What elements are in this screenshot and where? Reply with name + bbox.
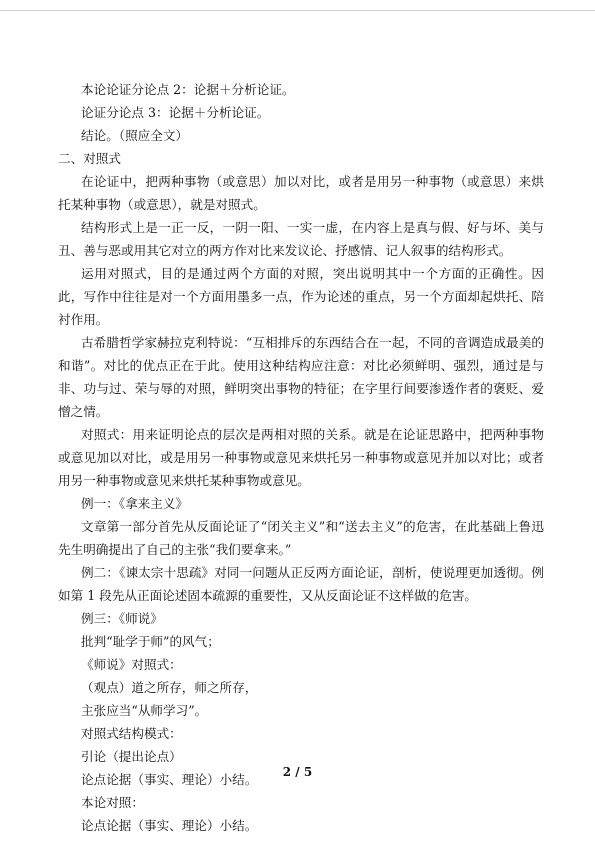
paragraph: 结构形式上是一正一反，一阴一阳、一实一虚，在内容上是真与假、好与坏、美与丑、善与恶或用其它对立的两方作对比来发议论、抒感情、记人叙事的结构形式。 xyxy=(58,220,544,258)
page-number: 2 / 5 xyxy=(282,765,313,779)
paragraph: 在论证中，把两种事物（或意思）加以对比，或者是用另一种事物（或意思）来烘托某种事物（或意思），就是对照式。 xyxy=(58,174,544,212)
paragraph: 古希腊哲学家赫拉克利特说：“互相排斥的东西结合在一起，不同的音调造成最美的和谐”。对比的优点正在于此。使用这种结构应注意：对比必须鲜明、强烈，通过是与非、功与过、荣与辱的对照，鲜明突出事物的特征；在字里行间要渗透作者的褒贬、爱憎之情。 xyxy=(58,335,544,419)
text-line: 主张应当“从师学习”。 xyxy=(81,703,208,718)
text-line: 对照式结构模式： xyxy=(81,726,182,741)
text-line: 论点论据（事实、理论）小结。 xyxy=(81,818,258,833)
text-line: 引论（提出论点） xyxy=(81,749,182,764)
text-line: 本论对照： xyxy=(81,795,144,810)
text-line: 论点论据（事实、理论）小结。 xyxy=(81,772,258,787)
text-line: （观点）道之所存，师之所存， xyxy=(81,680,258,695)
header-rule xyxy=(0,10,595,11)
text-line: 《师说》对照式： xyxy=(81,657,182,672)
text-line: 论证分论点 3：论据＋分析论证。 xyxy=(81,105,270,120)
document-body xyxy=(58,78,544,837)
example-title: 例一：《拿来主义》 xyxy=(81,496,189,511)
paragraph: 例二：《谏太宗十思疏》对同一问题从正反两方面论证，剖析，使说理更加透彻。例如第 1 段先从正面论述固本疏源的重要性，又从反面论证不这样做的危害。 xyxy=(58,565,544,603)
example-title: 例三：《师说》 xyxy=(81,611,163,626)
paragraph: 文章第一部分首先从反面论证了“闭关主义”和“送去主义”的危害，在此基础上鲁迅先生明确提出了自己的主张“我们要拿来。” xyxy=(58,519,544,557)
text-line: 批判“耻学于师”的风气； xyxy=(81,634,220,649)
paragraph: 对照式：用来证明论点的层次是两相对照的关系。就是在论证思路中，把两种事物或意见加以对比，或是用另一种事物或意见来烘托另一种事物或意见并加以对比；或者用另一种事物或意见来烘托某种事物或意见。 xyxy=(58,427,544,488)
section-heading: 二、对照式 xyxy=(58,151,121,166)
text-line: 结论。（照应全文） xyxy=(81,128,189,143)
text-line: 本论论证分论点 2：论据＋分析论证。 xyxy=(81,82,295,97)
paragraph: 运用对照式，目的是通过两个方面的对照，突出说明其中一个方面的正确性。因此，写作中往往是对一个方面用墨多一点，作为论述的重点，另一个方面却起烘托、陪衬作用。 xyxy=(58,266,544,327)
